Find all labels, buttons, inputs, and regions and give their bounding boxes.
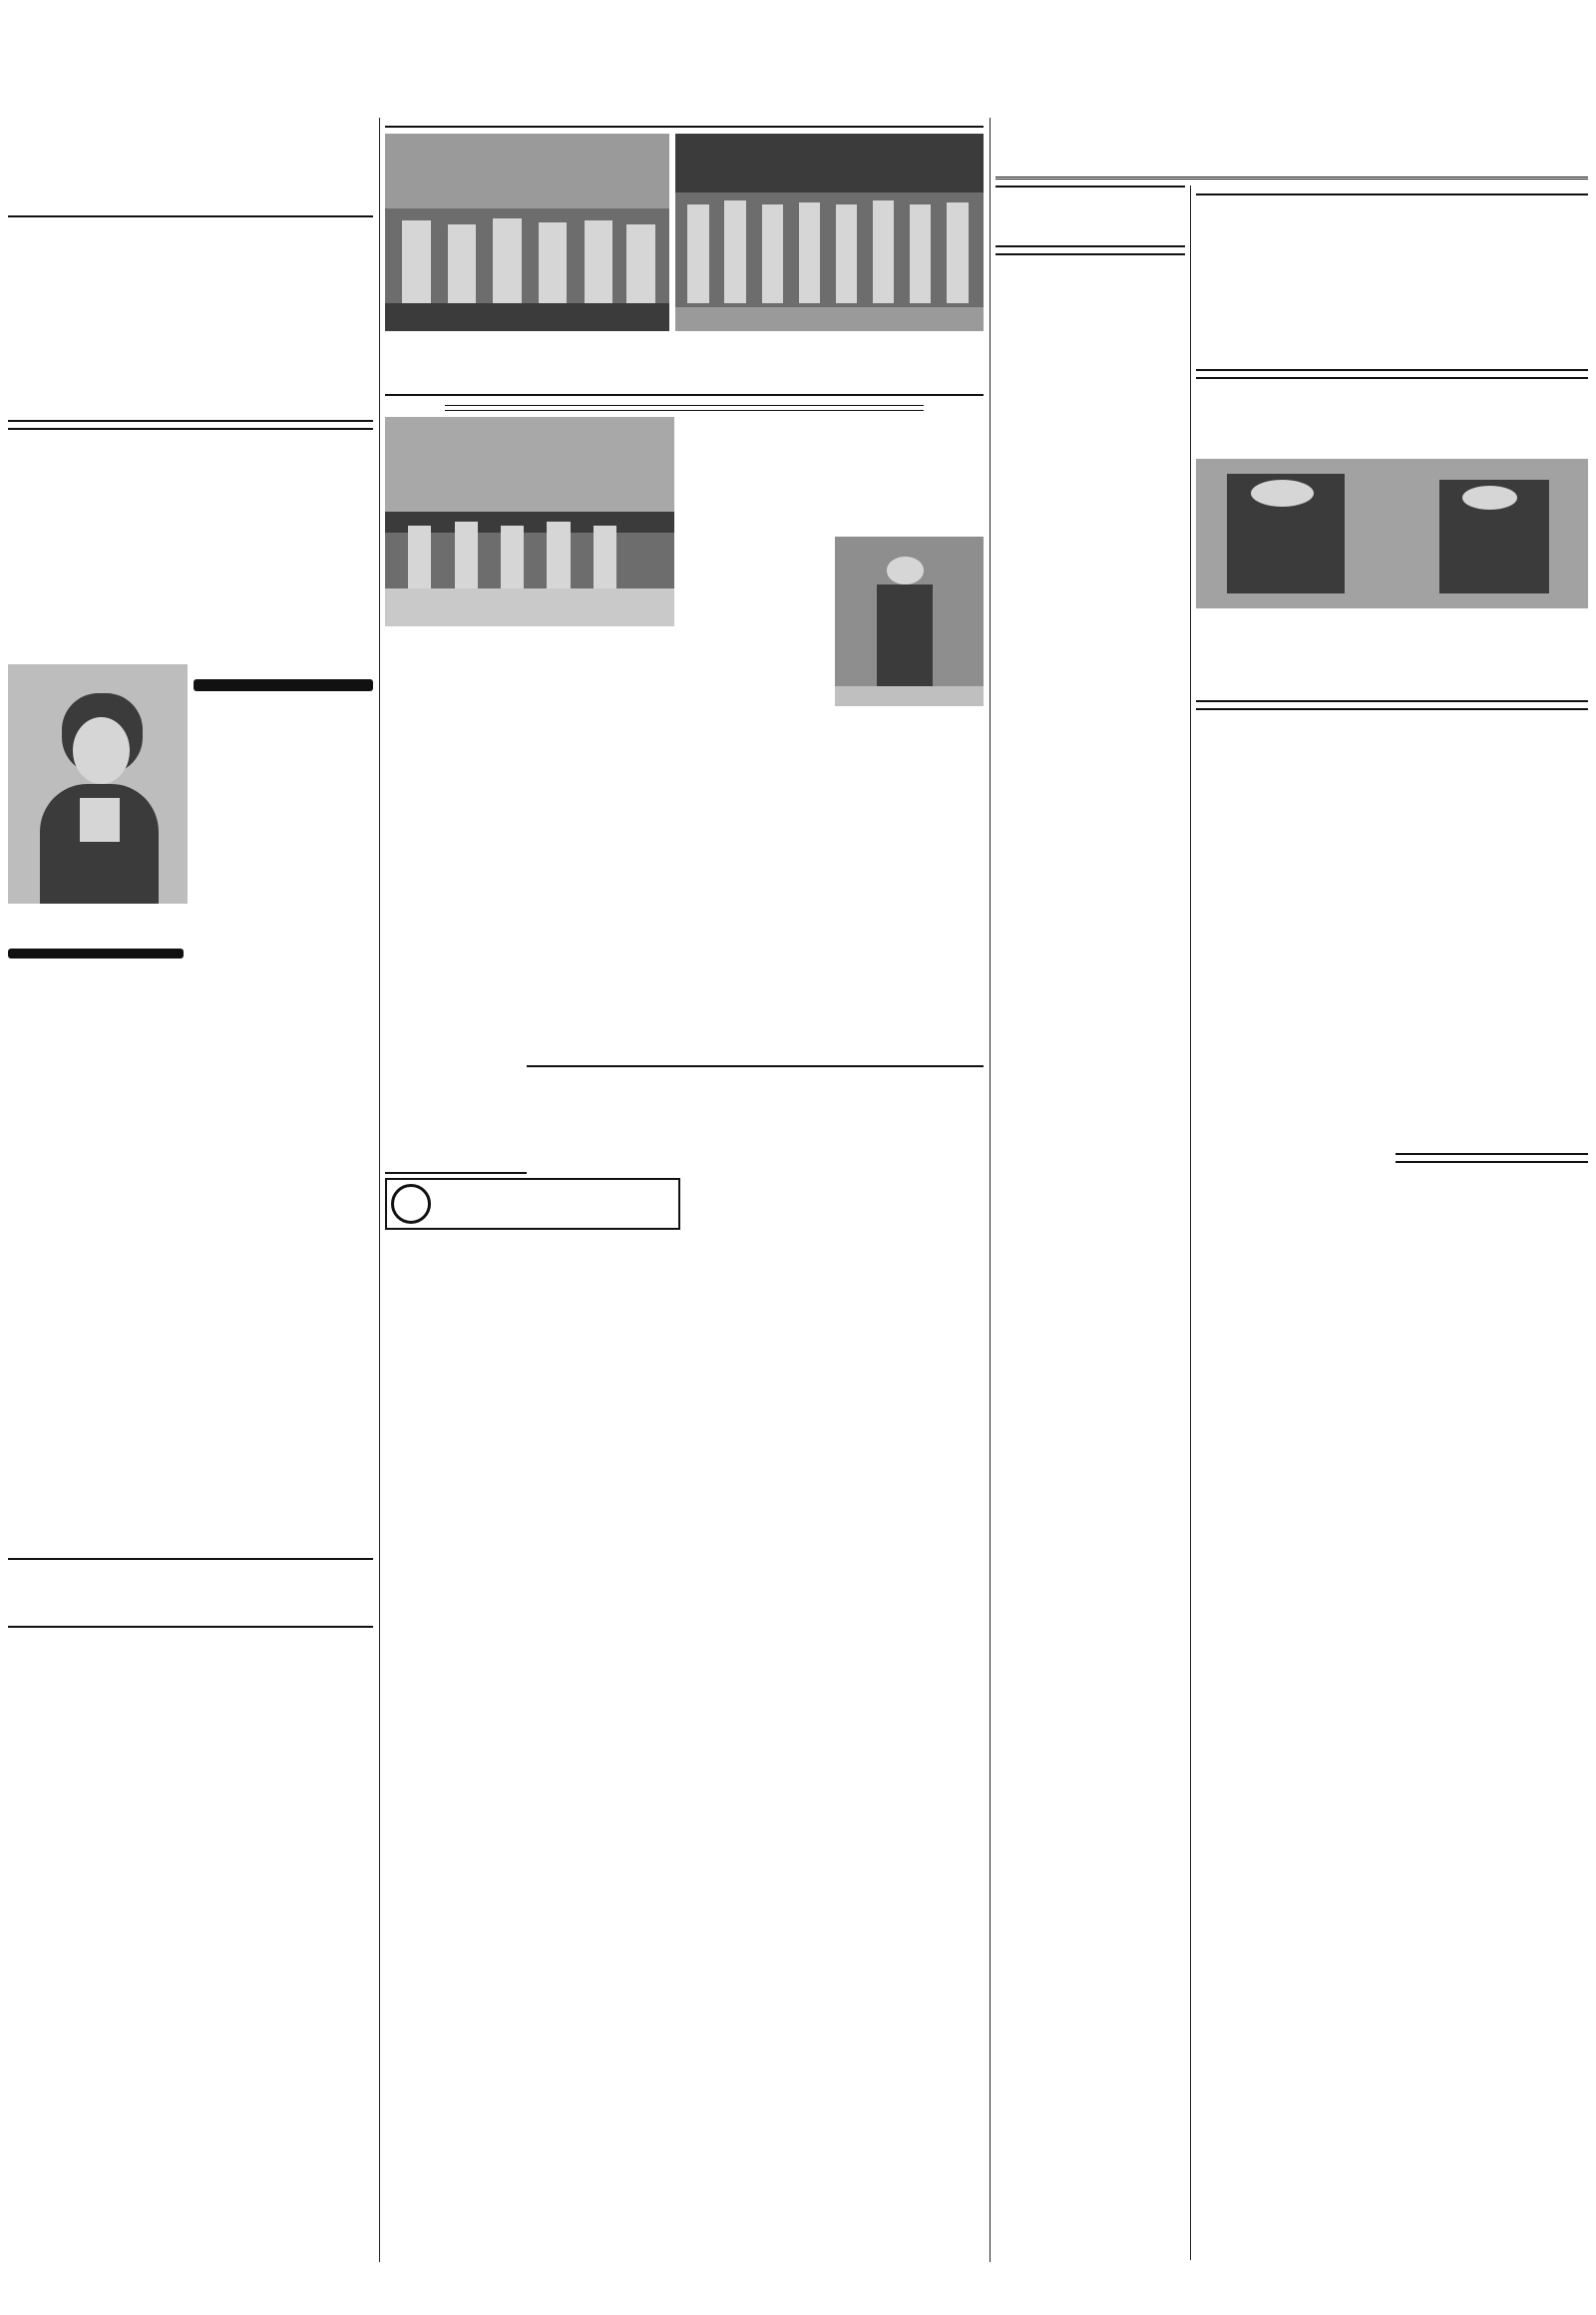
stock-heading — [996, 186, 1185, 188]
drama-text-2 — [1396, 198, 1589, 363]
papagos-head — [1196, 700, 1588, 710]
aek-text-4 — [385, 781, 527, 851]
papagos-col-1 — [1196, 716, 1390, 1329]
fire-victims-text — [1396, 1543, 1589, 1653]
radio-text-3 — [132, 314, 249, 414]
athlete-caption — [835, 706, 984, 712]
killed-text-3 — [1196, 614, 1390, 694]
lamia-students-photo — [385, 417, 674, 626]
radio-col-2 — [132, 221, 249, 414]
killed-text-1 — [1196, 385, 1390, 445]
aek-body — [385, 417, 984, 851]
right-lower — [1196, 1329, 1588, 1673]
killed-head — [1196, 369, 1588, 379]
right-lower-1 — [1196, 1329, 1390, 1673]
fire-text — [1396, 1169, 1589, 1329]
aek-text-6 — [680, 417, 829, 616]
carnet-logo-circle — [391, 1184, 431, 1224]
radio-col-1 — [8, 221, 126, 414]
killed-text-4 — [1396, 614, 1589, 680]
drama-text-1 — [1196, 198, 1390, 363]
aek-left-sub-2 — [533, 634, 674, 776]
right-news — [1196, 186, 1588, 2260]
theatre-text-1 — [8, 441, 188, 660]
papagos-text-1 — [1196, 716, 1390, 916]
radio-banner — [8, 118, 373, 217]
athens-banner — [8, 949, 184, 959]
radio-schedule — [8, 221, 373, 414]
aek-left-lower-2 — [533, 776, 674, 851]
athlete-photo — [835, 537, 984, 706]
drama-body — [1196, 198, 1588, 363]
aek-left-lower — [385, 776, 674, 851]
theatre-listings — [8, 436, 373, 943]
papagos-col-2 — [1396, 716, 1589, 1329]
aek-left-text — [385, 634, 674, 776]
radio-text-2 — [132, 221, 249, 309]
kremlin-col-1 — [686, 1179, 984, 2251]
papagos-body — [1196, 716, 1588, 1329]
top-photos-caption — [385, 331, 984, 337]
right-lower-2 — [1396, 1329, 1589, 1673]
news-24h-header — [996, 118, 1588, 180]
killed-text-2 — [1396, 385, 1589, 455]
aek-right-top-1 — [680, 417, 829, 741]
aek-left-lower-1 — [385, 776, 527, 851]
papagos-text-4 — [1396, 716, 1589, 1147]
theatre-col-1 — [8, 436, 188, 943]
aek-text-8 — [835, 417, 984, 537]
kremlin-body — [686, 1179, 984, 2256]
fx-text — [996, 193, 1185, 239]
kremlin-cols — [686, 1179, 984, 2251]
aek-kicker — [385, 394, 984, 400]
gymnastics-photo-right — [675, 134, 984, 331]
theatre-text-2 — [194, 436, 373, 675]
aek-col-left — [385, 417, 674, 851]
ny-text — [1396, 1329, 1589, 1538]
radio-text-4 — [255, 221, 373, 245]
gymnastics-photo-left — [385, 134, 669, 331]
kremlin-header — [527, 1065, 984, 1175]
actress-photo — [8, 664, 188, 904]
aek-text-3 — [533, 683, 674, 763]
theatre-col-2 — [194, 436, 373, 943]
actress-caption — [8, 904, 188, 938]
lamia-caption — [385, 626, 674, 632]
kremlin-kicker — [527, 1065, 984, 1070]
teachers-head — [996, 245, 1185, 255]
aek-deck — [445, 405, 924, 411]
kremlin-text-1 — [686, 1179, 984, 2251]
athens-text-1 — [8, 966, 373, 1030]
killed-col-1 — [1196, 385, 1390, 455]
aek-text-1 — [385, 634, 527, 776]
aek-col-right — [680, 417, 984, 851]
stock-column — [996, 186, 1185, 2260]
papagos-text-3 — [1196, 1115, 1390, 1315]
killed-lower — [1196, 614, 1588, 694]
photo-page-title — [385, 118, 984, 128]
killed-lower-2 — [1396, 614, 1589, 694]
radio-col-3 — [255, 221, 373, 414]
piraeus-text-1 — [194, 696, 373, 784]
aek-text-5 — [533, 781, 674, 851]
papagos-text-2 — [1196, 921, 1390, 1110]
teachers-text — [996, 261, 1185, 1588]
aek-text-7 — [680, 621, 829, 741]
drama-deck — [1196, 193, 1588, 195]
aek-right-top-2 — [835, 417, 984, 741]
radio-text-1 — [8, 226, 126, 374]
piraeus-text-2 — [194, 789, 373, 939]
theatre-heading — [8, 420, 373, 430]
aek-story — [385, 394, 984, 1062]
aek-right-top — [680, 417, 984, 741]
murderer-photo — [1196, 459, 1588, 608]
top-photos — [385, 134, 984, 331]
fire-head — [1396, 1153, 1589, 1163]
aek-left-sub-1 — [385, 634, 527, 776]
piraeus-banner — [194, 679, 373, 691]
turkish-text — [1196, 1334, 1390, 1673]
aek-text-2 — [533, 634, 674, 678]
horse-racing-block — [192, 1245, 377, 2242]
radio-text-5 — [255, 250, 373, 410]
aek-text-9 — [680, 746, 984, 786]
killed-body — [1196, 385, 1588, 455]
